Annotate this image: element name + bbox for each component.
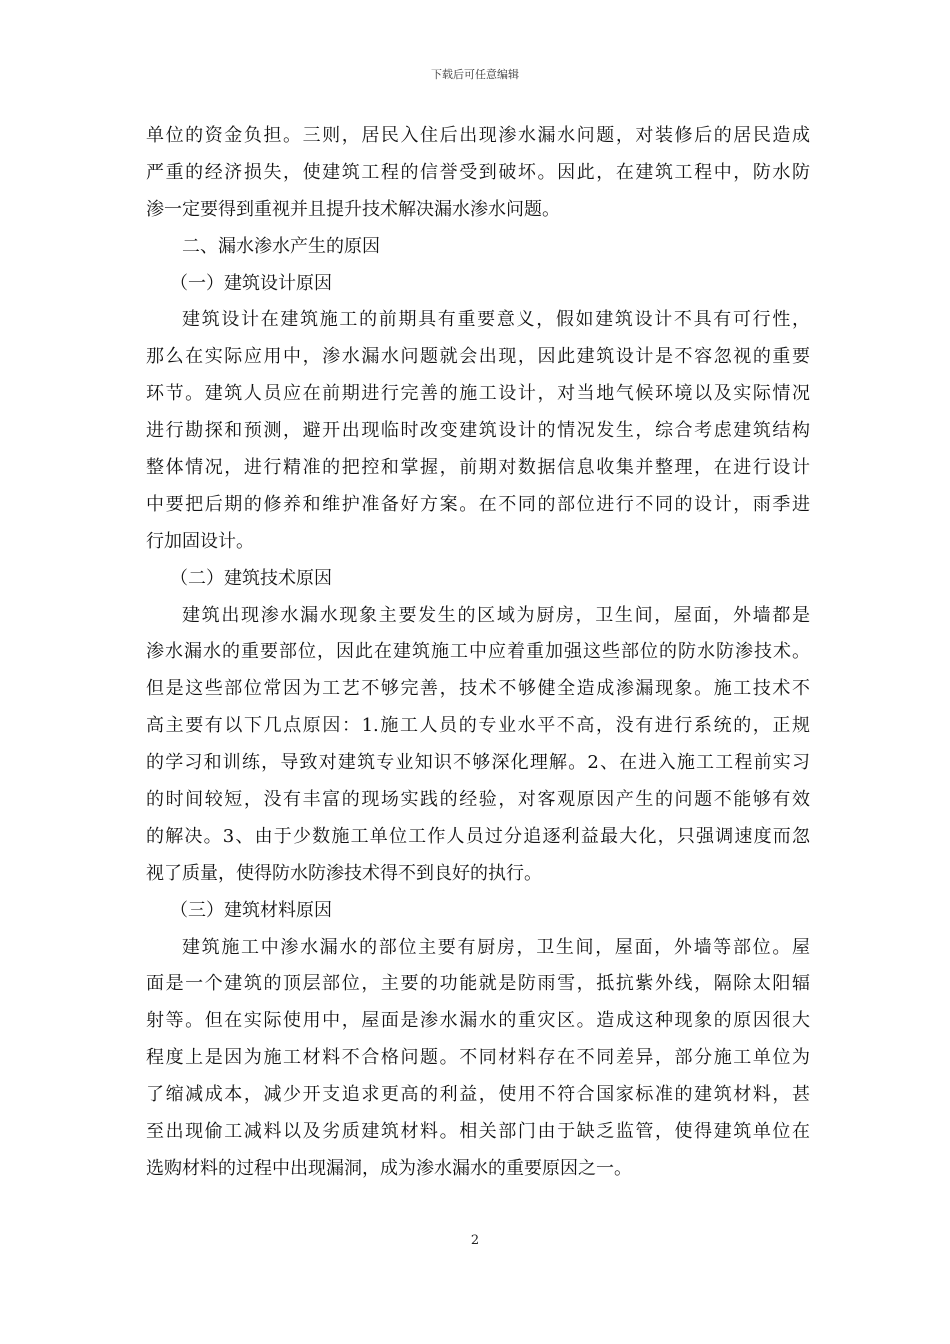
text-line: 视了质量，使得防水防渗技术得不到良好的执行。	[146, 862, 542, 884]
text-line: 中要把后期的修养和维护准备好方案。在不同的部位进行不同的设计，雨季进	[146, 493, 810, 515]
text-line: 程度上是因为施工材料不合格问题。不同材料存在不同差异，部分施工单位为	[146, 1047, 810, 1069]
paragraph	[146, 598, 810, 893]
text-line: 的学习和训练，导致对建筑专业知识不够深化理解。2、在进入施工工程前实习	[146, 752, 810, 774]
text-line: （一）建筑设计原因	[170, 272, 332, 294]
text-line: 那么在实际应用中，渗水漏水问题就会出现，因此建筑设计是不容忽视的重要	[146, 346, 810, 368]
text-line: 进行勘探和预测，避开出现临时改变建筑设计的情况发生，综合考虑建筑结构	[146, 420, 810, 442]
text-line: 建筑出现渗水漏水现象主要发生的区域为厨房，卫生间，屋面，外墙都是	[182, 604, 810, 626]
text-line: 的解决。3、由于少数施工单位工作人员过分追逐利益最大化，只强调速度而忽	[146, 825, 810, 847]
text-line: 的时间较短，没有丰富的现场实践的经验，对客观原因产生的问题不能够有效	[146, 789, 810, 811]
subsection-heading	[146, 893, 810, 930]
text-line: 整体情况，进行精准的把控和掌握，前期对数据信息收集并整理，在进行设计	[146, 457, 810, 479]
text-line: 渗一定要得到重视并且提升技术解决漏水渗水问题。	[146, 198, 560, 220]
document-body	[146, 118, 810, 1188]
text-line: 选购材料的过程中出现漏洞，成为渗水漏水的重要原因之一。	[146, 1157, 632, 1179]
text-line: 严重的经济损失，使建筑工程的信誉受到破坏。因此，在建筑工程中，防水防	[146, 161, 810, 183]
text-line: 高主要有以下几点原因：1.施工人员的专业水平不高，没有进行系统的，正规	[146, 715, 810, 737]
text-line: 射等。但在实际使用中，屋面是渗水漏水的重灾区。造成这种现象的原因很大	[146, 1010, 810, 1032]
text-line: 二、漏水渗水产生的原因	[182, 235, 380, 257]
text-line: 环节。建筑人员应在前期进行完善的施工设计，对当地气候环境以及实际情况	[146, 383, 810, 405]
text-line: 建筑设计在建筑施工的前期具有重要意义，假如建筑设计不具有可行性，	[182, 309, 810, 331]
text-line: 行加固设计。	[146, 530, 254, 552]
text-line: 但是这些部位常因为工艺不够完善，技术不够健全造成渗漏现象。施工技术不	[146, 678, 810, 700]
subsection-heading	[146, 561, 810, 598]
section-heading	[146, 229, 810, 266]
text-line: 渗水漏水的重要部位，因此在建筑施工中应着重加强这些部位的防水防渗技术。	[146, 641, 810, 663]
paragraph	[146, 302, 810, 560]
subsection-heading	[146, 266, 810, 303]
text-line: 了缩减成本，减少开支追求更高的利益，使用不符合国家标准的建筑材料，甚	[146, 1084, 810, 1106]
text-line: 至出现偷工减料以及劣质建筑材料。相关部门由于缺乏监管，使得建筑单位在	[146, 1121, 810, 1143]
paragraph	[146, 930, 810, 1188]
page-number: 2	[470, 1233, 480, 1248]
paragraph	[146, 118, 810, 229]
text-line: （二）建筑技术原因	[170, 567, 332, 589]
page-header: 下载后可任意编辑	[431, 68, 519, 81]
text-line: 单位的资金负担。三则，居民入住后出现渗水漏水问题，对装修后的居民造成	[146, 125, 810, 146]
text-line: （三）建筑材料原因	[170, 899, 332, 921]
text-line: 建筑施工中渗水漏水的部位主要有厨房，卫生间，屋面，外墙等部位。屋	[182, 936, 810, 958]
text-line: 面是一个建筑的顶层部位，主要的功能就是防雨雪，抵抗紫外线，隔除太阳辐	[146, 973, 810, 995]
